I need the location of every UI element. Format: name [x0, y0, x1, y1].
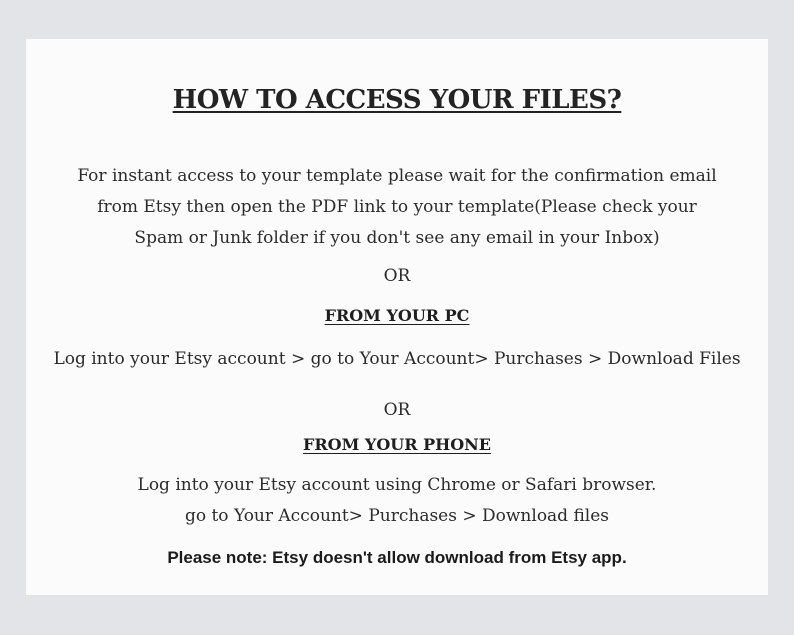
instructions-card [26, 39, 768, 595]
or-separator-2: OR [383, 400, 411, 420]
phone-line-2: go to Your Account> Purchases > Download files [184, 506, 610, 526]
etsy-app-note: Please note: Etsy doesn't allow download from Etsy app. [167, 548, 627, 567]
intro-line-1: For instant access to your template please wait for the confirmation email [77, 166, 717, 186]
intro-line-3: Spam or Junk folder if you don't see any email in your Inbox) [134, 228, 660, 248]
intro-line-2: from Etsy then open the PDF link to your template(Please check your [97, 197, 697, 217]
pc-section-heading: FROM YOUR PC [324, 306, 470, 325]
phone-section-heading: FROM YOUR PHONE [303, 435, 491, 454]
phone-line-1: Log into your Etsy account using Chrome or Safari browser. [137, 475, 657, 495]
intro-paragraph [26, 161, 768, 254]
pc-instructions: Log into your Etsy account > go to Your Account> Purchases > Download Files [53, 349, 741, 369]
phone-instructions [26, 470, 768, 532]
page-title: HOW TO ACCESS YOUR FILES? [172, 85, 622, 115]
or-separator-1: OR [383, 266, 411, 286]
